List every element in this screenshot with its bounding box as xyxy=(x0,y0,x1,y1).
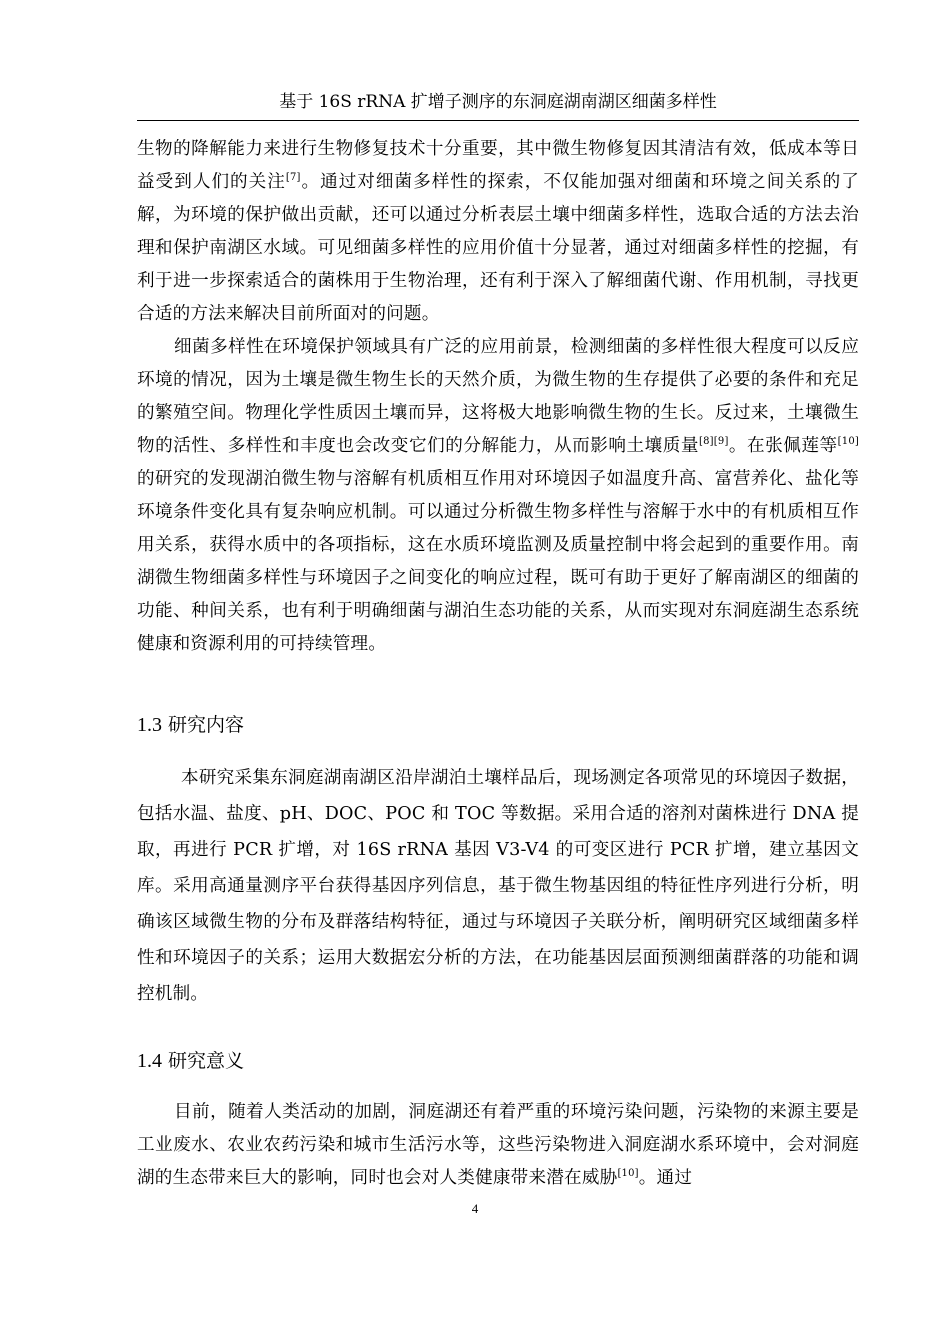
paragraph-text: 目前，随着人类活动的加剧，洞庭湖还有着严重的环境污染问题，污染物的来源主要是工业废水、农业农药污染和城市生活污水等，这些污染物进入洞庭湖水系环境中，会对洞庭湖的生态带来巨大的影响，同时也会对人类健康带来潜在威胁 xyxy=(137,1102,859,1188)
paragraph-text: 的研究的发现湖泊微生物与溶解有机质相互作用对环境因子如温度升高、富营养化、盐化等环境条件变化具有复杂响应机制。可以通过分析微生物多样性与溶解于水中的有机质相互作用关系，获得水质中的各项指标，这在水质环境监测及质量控制中将会起到的重要作用。南湖微生物细菌多样性与环境因子之间变化的响应过程，既可有助于更好了解南湖区的细菌的功能、种间关系，也有利于明确细菌与湖泊生态功能的关系，从而实现对东洞庭湖生态系统健康和资源利用的可持续管理。 xyxy=(137,469,859,654)
section-number: 1.4 xyxy=(137,1050,162,1072)
section-title: 研究意义 xyxy=(168,1050,245,1072)
paragraph-research-significance xyxy=(137,1096,859,1195)
section-heading-1-3 xyxy=(137,710,859,740)
paragraph-continuation xyxy=(137,133,859,331)
section-heading-1-4 xyxy=(137,1046,859,1076)
paragraph-text: 。通过 xyxy=(638,1168,693,1188)
paragraph-text: 。通过对细菌多样性的探索，不仅能加强对细菌和环境之间关系的了解，为环境的保护做出贡献，还可以通过分析表层土壤中细菌多样性，选取合适的方法去治理和保护南湖区水域。可见细菌多样性的应用价值十分显著，通过对细菌多样性的挖掘，有利于进一步探索适合的菌株用于生物治理，还有利于深入了解细菌代谢、作用机制，寻找更合适的方法来解决目前所面对的问题。 xyxy=(137,172,859,324)
section-title: 研究内容 xyxy=(168,714,245,736)
section-number: 1.3 xyxy=(137,714,162,736)
paragraph-research-content xyxy=(137,760,859,1012)
citation[interactable]: [7] xyxy=(285,172,301,184)
citation[interactable]: [10] xyxy=(617,1168,639,1180)
paragraph-text: 生物的降解能力来进行生物修复技术十分重要，其中微生物修复因其清洁有效，低成本等日益受到人们的关注 xyxy=(137,139,859,192)
paragraph-text: 。在张佩莲等 xyxy=(728,436,838,456)
paragraph-bacterial-diversity xyxy=(137,331,859,661)
page-number: 4 xyxy=(471,1201,479,1216)
citation[interactable]: [8][9] xyxy=(699,436,729,448)
citation[interactable]: [10] xyxy=(837,436,859,448)
running-header: 基于 16S rRNA 扩增子测序的东洞庭湖南湖区细菌多样性 xyxy=(279,92,717,112)
header-rule xyxy=(137,120,859,121)
paragraph-text: 细菌多样性在环境保护领域具有广泛的应用前景，检测细菌的多样性很大程度可以反应环境的情况，因为土壤是微生物生长的天然介质，为微生物的生存提供了必要的条件和充足的繁殖空间。物理化学性质因土壤而异，这将极大地影响微生物的生长。反过来，土壤微生物的活性、多样性和丰度也会改变它们的分解能力，从而影响土壤质量 xyxy=(137,337,859,456)
paragraph-text: 本研究采集东洞庭湖南湖区沿岸湖泊土壤样品后，现场测定各项常见的环境因子数据，包括水温、盐度、pH、DOC、POC 和 TOC 等数据。采用合适的溶剂对菌株进行 DNA 提取，再进行 PCR 扩增，对 16S rRNA 基因 V3-V4 的可变区进行 PCR 扩增，建立基因文库。采用高通量测序平台获得基因序列信息，基于微生物基因组的特征性序列进行分析，明确该区域微生物的分布及群落结构特征，通过与环境因子关联分析，阐明研究区域细菌多样性和环境因子的关系；运用大数据宏分析的方法，在功能基因层面预测细菌群落的功能和调控机制。 xyxy=(137,768,859,1004)
